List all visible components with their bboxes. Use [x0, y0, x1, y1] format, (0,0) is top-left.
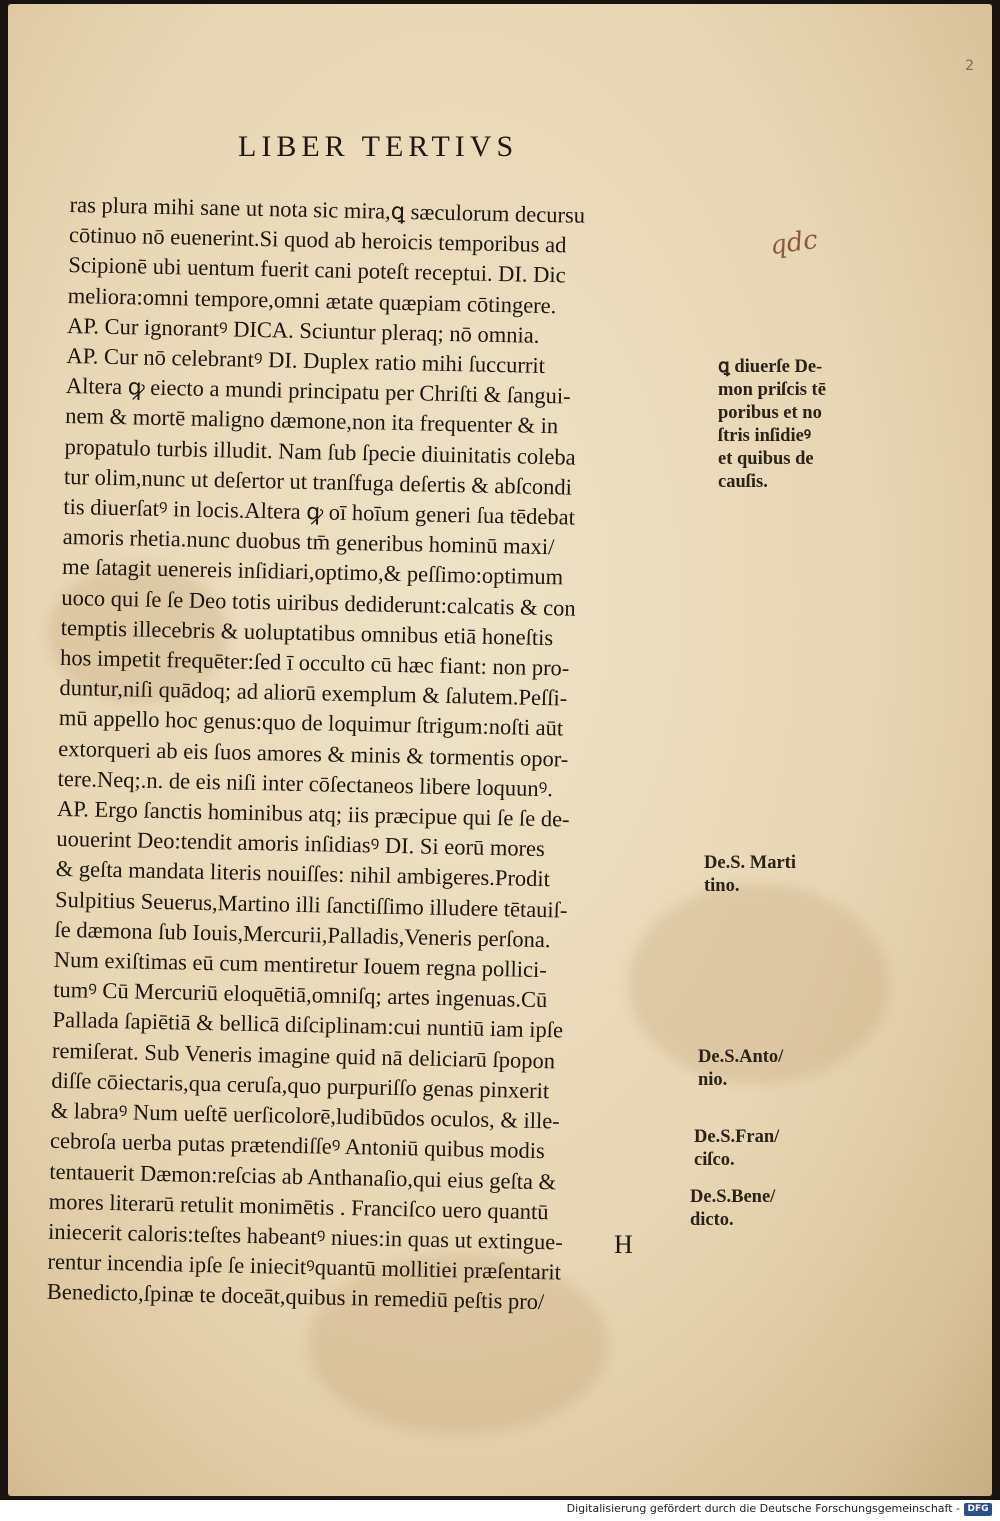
margin-note-line: cauſis. — [718, 472, 768, 492]
folio-number: 2 — [965, 58, 974, 74]
text-line: cōtinuo nō euenerint.Si quod ab heroicis temporibus ad — [68, 222, 567, 258]
text-line: uouerint Deo:tendit amoris inſidiasꝰ DI. Si eorū mores — [56, 826, 546, 862]
margin-note-line: ciſco. — [694, 1150, 735, 1170]
signature-mark: H — [614, 1230, 633, 1259]
text-line: ſe dæmona ſub Iouis,Mercurii,Palladis,Veneris perſona. — [54, 916, 551, 953]
margin-note-line: De.S.Bene/ — [690, 1187, 776, 1207]
text-line: Num exiſtimas eū cum mentiretur Iouem regna pollici- — [53, 946, 548, 983]
text-line: & labraꝰ Num ueſtē uerſicolorē,ludibūdos oculos, & ille- — [50, 1097, 560, 1134]
margin-note-benedict — [690, 1186, 775, 1232]
text-line: AP. Cur nō celebrantꝰ DI. Duplex ratio mihi ſuccurrit — [66, 342, 546, 378]
text-line: hos impetit frequēter:ſed ī occulto cū hæc fiant: non pro- — [59, 644, 570, 681]
margin-note-line: mon priſcis tē — [718, 380, 826, 400]
text-line: tumꝰ Cū Mercuriū eloquētiā,omniſq; artes ingenuas.Cū — [52, 977, 548, 1013]
margin-note-line: De.S.Fran/ — [694, 1127, 780, 1147]
margin-note-demons — [718, 356, 826, 494]
margin-note-line: et quibus de — [718, 449, 814, 469]
text-line: temptis illecebris & uoluptatibus omnibus etiā honeſtis — [60, 614, 554, 651]
text-line: Scipionē ubi uentum fuerit cani poteſt receptui. DI. Dic — [68, 252, 566, 288]
text-line: cebroſa uerba putas prætendiſſeꝰ Antoniū quibus modis — [49, 1128, 546, 1164]
margin-note-line: ꝗ diuerſe De- — [718, 357, 823, 377]
book-page — [8, 4, 992, 1496]
text-line: tis diuerſatꝰ in locis.Altera ꝙ oī hoīum generi ſua tēdebat — [63, 493, 576, 530]
text-line: Altera ꝙ eiecto a mundi principatu per Chriſti & ſangui- — [65, 373, 571, 409]
text-line: propatulo turbis illudit. Nam ſub ſpecie diuinitatis coleba — [64, 433, 576, 470]
margin-note-line: dicto. — [690, 1210, 734, 1230]
margin-note-line: De.S. Marti — [704, 853, 796, 873]
text-line: tentauerit Dæmon:reſcias ab Anthanaſio,qui eius geſta & — [49, 1158, 557, 1194]
margin-note-martin — [704, 852, 796, 898]
text-line: remiſerat. Sub Veneris imagine quid nā deliciarū ſpopon — [51, 1037, 556, 1074]
text-line: diſſe cōiectaris,qua ceruſa,quo purpuriſſo genas pinxerit — [51, 1067, 550, 1104]
text-line: rentur incendia ipſe ſe iniecitꝰquantū mollitiei præſentarit — [47, 1248, 562, 1285]
text-line: AP. Ergo ſanctis hominibus atq; iis præcipue qui ſe ſe de- — [56, 795, 570, 832]
margin-note-line: De.S.Anto/ — [698, 1047, 784, 1067]
margin-note-line: ſtris inſidieꝰ — [718, 426, 811, 446]
text-line: meliora:omni tempore,omni ætate quæpiam cōtingere. — [67, 282, 557, 318]
text-line: extorqueri ab eis ſuos amores & minis & tormentis opor- — [58, 735, 569, 772]
text-line: Benedicto,ſpinæ te doceāt,quibus in remediū peſtis pro/ — [46, 1279, 545, 1315]
dfg-logo: DFG — [964, 1503, 992, 1516]
margin-note-francis — [694, 1126, 779, 1172]
text-line: duntur,niſi quādoq; ad aliorū exemplum & ſalutem.Peſſi- — [59, 675, 568, 711]
text-line: nem & mortē maligno dæmone,non ita frequenter & in — [65, 403, 559, 439]
text-line: mū appello hoc genus:quo de loquimur ſtrigum:noſti aūt — [58, 705, 564, 741]
text-line: AP. Cur ignorantꝰ DICA. Sciuntur pleraq; nō omnia. — [66, 312, 540, 348]
text-line: me ſatagit uenereis inſidiari,optimo,& peſſimo:optimum — [61, 554, 564, 590]
text-line: tur olim,nunc ut deſertor ut tranſfuga deſertis & abſcondi — [63, 463, 573, 500]
text-line: mores literarū retulit monimētis . Franciſco uero quantū — [48, 1188, 549, 1224]
text-line: uoco qui ſe ſe Deo totis uiribus dediderunt:calcatis & con — [61, 584, 576, 621]
text-line: & geſta mandata literis nouiſſes: nihil ambigeres.Prodit — [55, 856, 551, 892]
main-text-block — [47, 190, 710, 1321]
text-line: Sulpitius Seuerus,Martino illi ſanctiſſimo illudere tētauiſ- — [54, 886, 568, 923]
margin-note-anthony — [698, 1046, 783, 1092]
running-head: LIBER TERTIVS — [238, 130, 519, 163]
funding-credit: Digitalisierung gefördert durch die Deutsche Forschungsgemeinschaft - — [566, 1502, 960, 1515]
margin-note-line: tino. — [704, 876, 740, 896]
margin-note-line: nio. — [698, 1070, 728, 1090]
text-line: ras plura mihi sane ut nota sic mira,ꝗ sæculorum decursu — [69, 191, 586, 228]
digitization-footer — [0, 1500, 1000, 1521]
text-line: iniecerit caloris:teſtes habeantꝰ niues:in quas ut extingue- — [47, 1218, 564, 1255]
text-line: Pallada ſapiētiā & bellicā diſciplinam:cui nuntiū iam ipſe — [52, 1007, 564, 1043]
text-line: amoris rhetia.nunc duobus tm̄ generibus hominū maxi/ — [62, 524, 555, 560]
margin-note-line: poribus et no — [718, 403, 822, 423]
text-line: tere.Neq;.n. de eis niſi inter cōſectaneos libere loquunꝰ. — [57, 765, 554, 802]
handwritten-annotation: qdc — [768, 224, 820, 262]
